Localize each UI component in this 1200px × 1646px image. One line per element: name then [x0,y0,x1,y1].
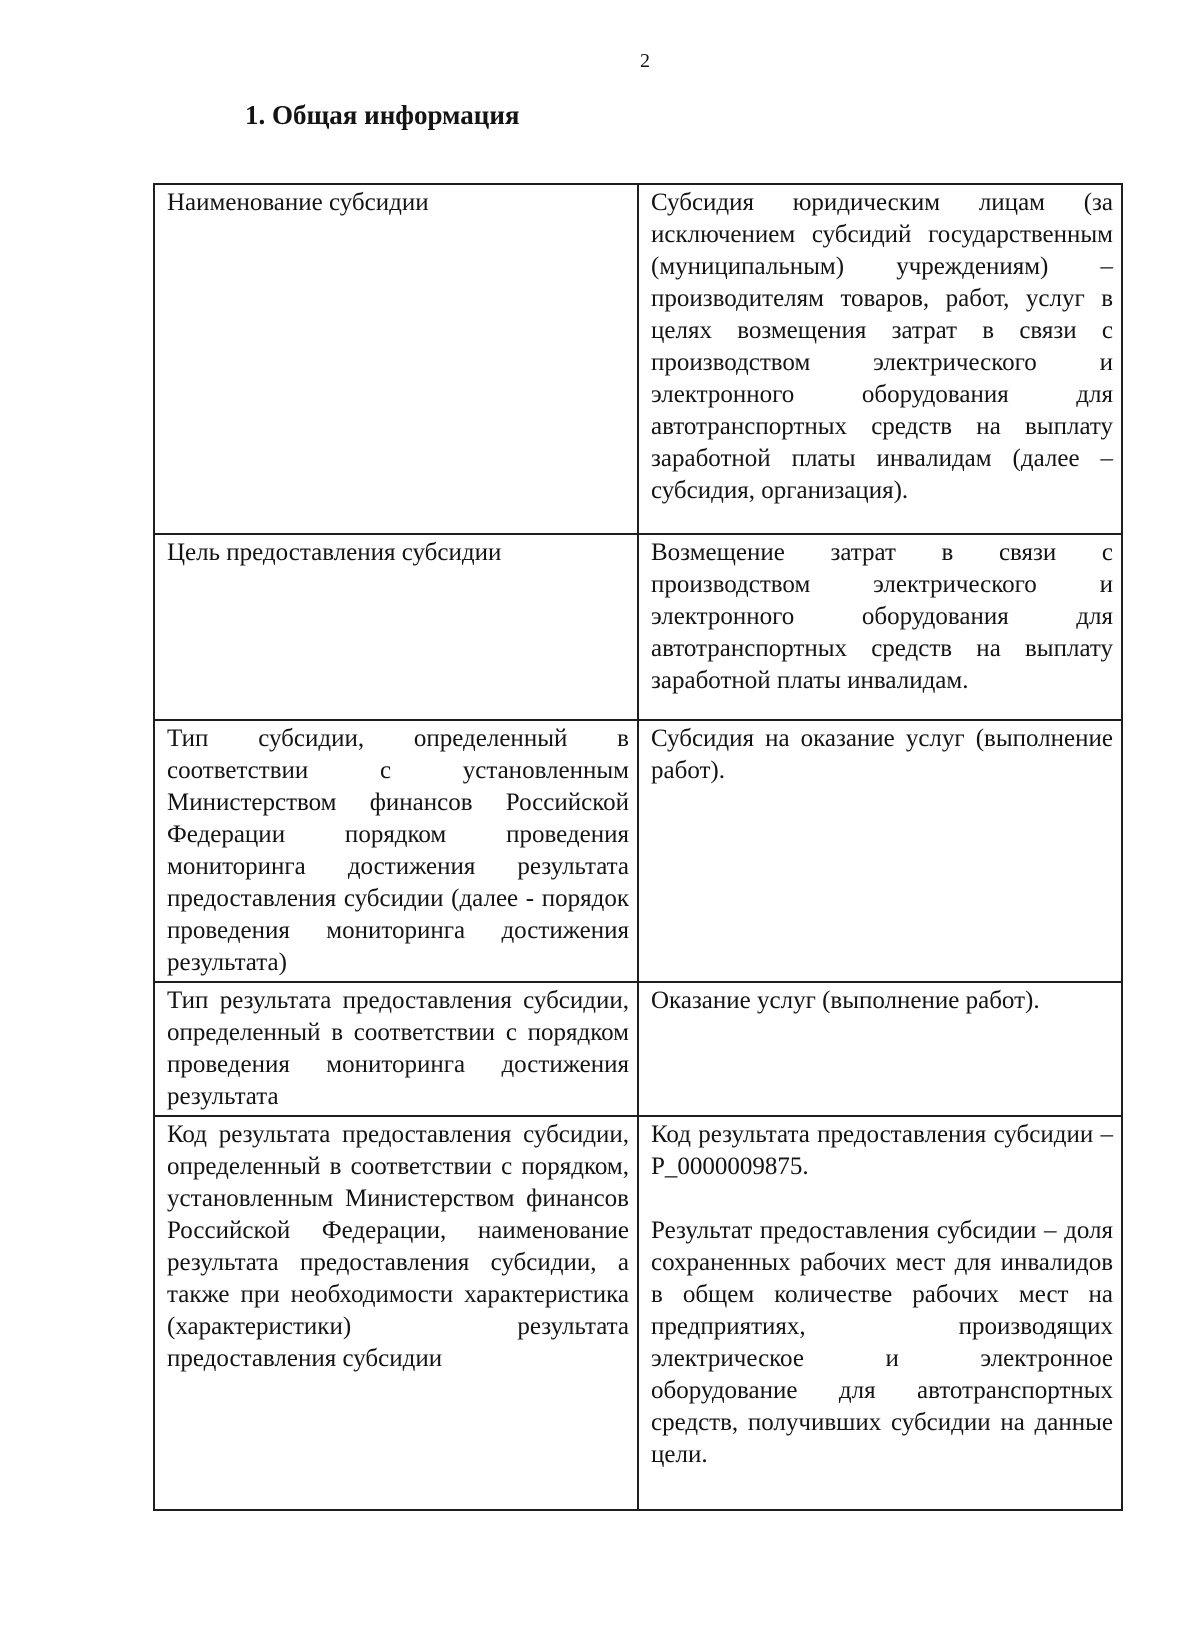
row-value: Субсидия на оказание услуг (выполнение работ). [651,725,1113,784]
table-row-subsidy-goal [154,534,1122,720]
label-cell [154,184,638,534]
table-row-subsidy-type [154,720,1122,982]
label-cell [154,720,638,982]
table-row-result-type [154,982,1122,1116]
result-description-text: Результат предоставления субсидии – доля сохраненных рабочих мест для инвалидов в общем количестве рабочих мест на предприятиях, производящих электрическое и электронное оборудование для автотранспортных средств, получивших субсидии на данные цели. [651,1217,1113,1468]
row-label: Код результата предоставления субсидии, определенный в соответствии с порядком, установленным Министерством финансов Российской Федерации, наименование результата предоставления субсидии, а также при необходимости характеристика (характеристики) результата предоставления субсидии [167,1121,629,1372]
page-number: 2 [640,50,650,72]
value-cell [638,720,1122,982]
row-value: Оказание услуг (выполнение работ). [651,987,1040,1014]
value-cell [638,1116,1122,1510]
label-cell [154,534,638,720]
value-cell [638,184,1122,534]
label-cell [154,982,638,1116]
table-row-subsidy-name [154,184,1122,534]
row-label: Тип результата предоставления субсидии, определенный в соответствии с порядком проведения мониторинга достижения результата [167,987,629,1110]
row-label: Цель предоставления субсидии [167,539,502,566]
row-label: Наименование субсидии [167,189,429,216]
value-cell [638,534,1122,720]
result-code-text: Код результата предоставления субсидии – Р_0000009875. [651,1121,1113,1180]
label-cell [154,1116,638,1510]
general-info-table [153,183,1123,1511]
section-heading: 1. Общая информация [245,100,520,130]
table-row-result-code [154,1116,1122,1510]
value-cell [638,982,1122,1116]
paragraph-gap [651,1183,1113,1215]
row-label: Тип субсидии, определенный в соответствии с установленным Министерством финансов Российской Федерации порядком проведения мониторинга достижения результата предоставления субсидии (далее - порядок проведения мониторинга достижения результата) [167,725,629,976]
row-value: Субсидия юридическим лицам (за исключением субсидий государственным (муниципальным) учреждениям) – производителям товаров, работ, услуг в целях возмещения затрат в связи с производством электрического и электронного оборудования для автотранспортных средств на выплату заработной платы инвалидам (далее – субсидия, организация). [651,189,1113,504]
row-value: Возмещение затрат в связи с производством электрического и электронного оборудования для автотранспортных средств на выплату заработной платы инвалидам. [651,539,1113,694]
